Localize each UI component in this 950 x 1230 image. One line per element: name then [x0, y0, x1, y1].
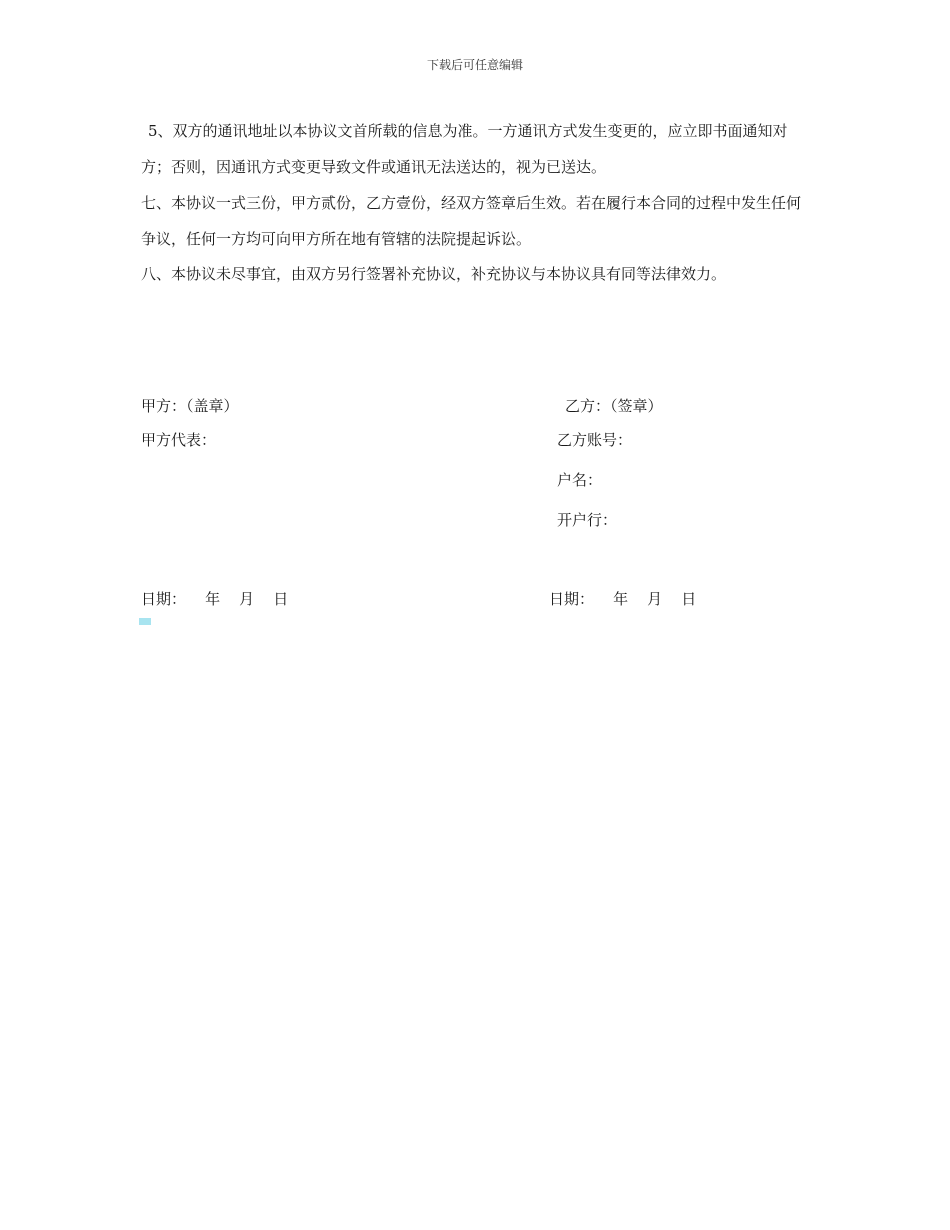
party-b-date-label: 日期： 年 月 日 [549, 590, 697, 608]
text-cursor-marker [139, 618, 151, 625]
party-b-account-label: 乙方账号： [557, 431, 633, 449]
party-a-seal-label: 甲方：（盖章） [141, 397, 239, 415]
party-b-account-name-label: 户名： [557, 471, 603, 489]
page-header: 下载后可任意编辑 [426, 58, 523, 72]
clause-8: 八、本协议未尽事宜，由双方另行签署补充协议，补充协议与本协议具有同等法律效力。 [141, 265, 727, 283]
party-a-date-label: 日期： 年 月 日 [141, 590, 289, 608]
clause-7: 七、本协议一式三份，甲方贰份，乙方壹份，经双方签章后生效。若在履行本合同的过程中发生任何争议，任何一方均可向甲方所在地有管辖的法院提起诉讼。 [141, 194, 802, 248]
party-b-bank-label: 开户行： [557, 511, 618, 529]
party-a-representative-label: 甲方代表： [141, 431, 217, 449]
party-b-sign-label: 乙方：（签章） [565, 397, 663, 415]
clause-5: 5、双方的通讯地址以本协议文首所载的信息为准。一方通讯方式发生变更的，应立即书面通知对方；否则，因通讯方式变更导致文件或通讯无法送达的，视为已送达。 [141, 122, 788, 176]
